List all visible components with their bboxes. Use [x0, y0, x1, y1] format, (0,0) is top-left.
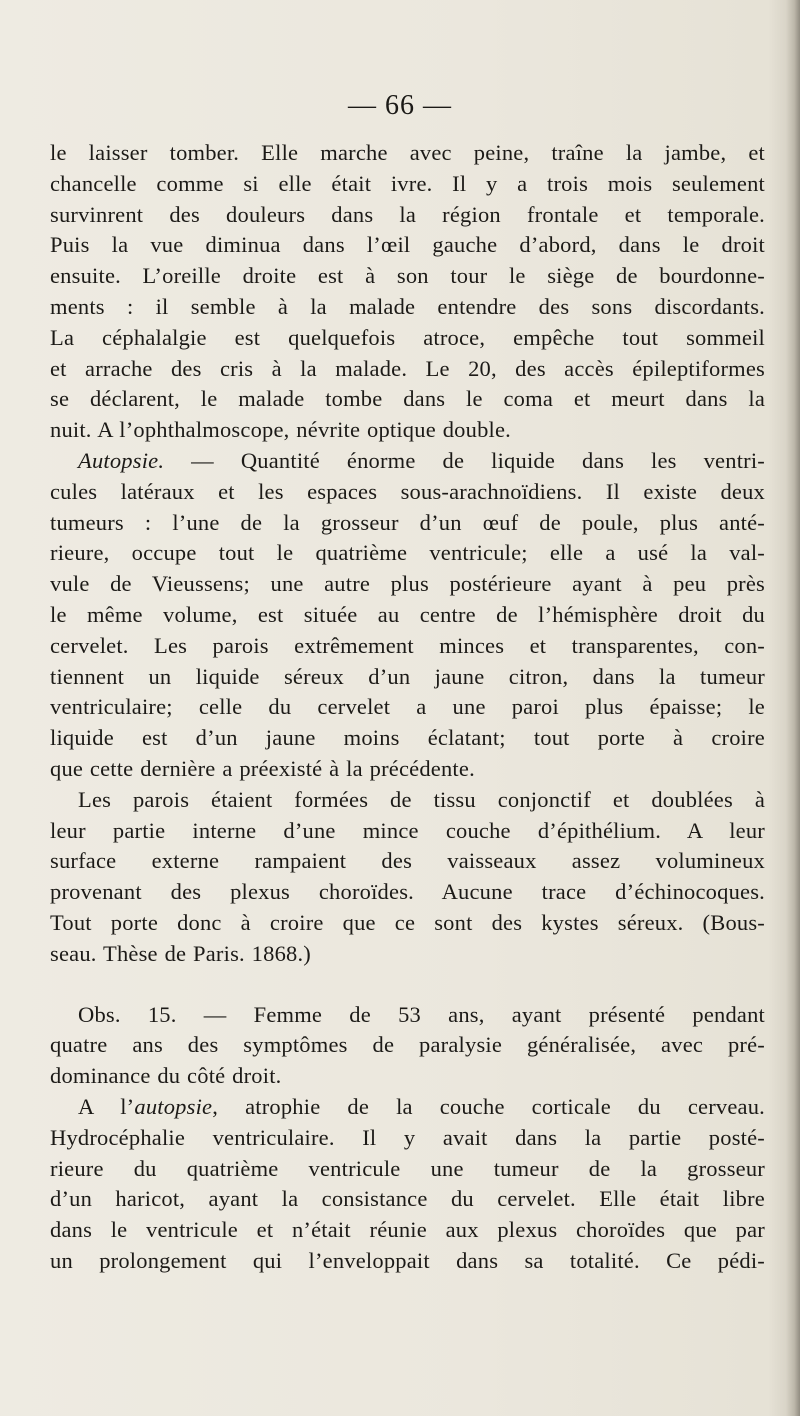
- text-line: Hydrocéphalie ventriculaire. Il y avait dans la partie posté-: [50, 1124, 765, 1150]
- text-line: que cette dernière a préexisté à la précédente.: [50, 755, 475, 781]
- observation-heading-line: Obs. 15. — Femme de 53 ans, ayant présenté pendant: [78, 1001, 765, 1027]
- text-line: vule de Vieussens; une autre plus postérieure ayant à peu près: [50, 571, 765, 597]
- autopsie-heading: Autopsie.: [78, 447, 165, 473]
- text-line: un prolongement qui l’enveloppait dans sa totalité. Ce pédi-: [50, 1247, 765, 1273]
- text-line: provenant des plexus choroïdes. Aucune trace d’échinocoques.: [50, 879, 765, 905]
- body-text: [50, 138, 765, 1277]
- page-number: — 66 —: [348, 90, 452, 121]
- text-line: rieure, occupe tout le quatrième ventricule; elle a usé la val-: [50, 540, 765, 566]
- text-line: dans le ventricule et n’était réunie aux plexus choroïdes que par: [50, 1217, 765, 1243]
- text-line: ventriculaire; celle du cervelet a une paroi plus épaisse; le: [50, 694, 765, 720]
- text-line-autopsie: [50, 446, 765, 477]
- text-line-autopsie-2: [50, 1092, 765, 1123]
- text-line: La céphalalgie est quelquefois atroce, empêche tout sommeil: [50, 324, 765, 350]
- text-line: ensuite. L’oreille droite est à son tour le siège de bourdonne-: [50, 263, 765, 289]
- text-line: dominance du côté droit.: [50, 1063, 282, 1089]
- autopsie-italic: autopsie: [134, 1093, 213, 1119]
- text-line: seau. Thèse de Paris. 1868.): [50, 940, 312, 966]
- text-line: le même volume, est située au centre de l’hémisphère droit du: [50, 601, 765, 627]
- text-line: cules latéraux et les espaces sous-arachnoïdiens. Il existe deux: [50, 478, 765, 504]
- text-line: Tout porte donc à croire que ce sont des kystes séreux. (Bous-: [50, 909, 765, 935]
- text-line: tumeurs : l’une de la grosseur d’un œuf de poule, plus anté-: [50, 509, 765, 535]
- text-line: tiennent un liquide séreux d’un jaune citron, dans la tumeur: [50, 663, 765, 689]
- text-line: liquide est d’un jaune moins éclatant; tout porte à croire: [50, 725, 765, 751]
- text-line: quatre ans des symptômes de paralysie généralisée, avec pré-: [50, 1032, 765, 1058]
- text-line: se déclarent, le malade tombe dans le coma et meurt dans la: [50, 386, 765, 412]
- text-line: survinrent des douleurs dans la région frontale et temporale.: [50, 201, 765, 227]
- autopsie-text-2: , atrophie de la couche corticale du cerveau.: [212, 1093, 765, 1119]
- text-line: Puis la vue diminua dans l’œil gauche d’abord, dans le droit: [50, 232, 765, 258]
- text-line: surface externe rampaient des vaisseaux assez volumineux: [50, 848, 765, 874]
- page-edge-shadow: [786, 0, 800, 1416]
- autopsie-text: — Quantité énorme de liquide dans les ventri-: [164, 447, 765, 473]
- text-line: d’un haricot, ayant la consistance du cervelet. Elle était libre: [50, 1186, 765, 1212]
- text-line: Les parois étaient formées de tissu conjonctif et doublées à: [78, 786, 765, 812]
- text-line: rieure du quatrième ventricule une tumeur de la grosseur: [50, 1155, 765, 1181]
- text-line: nuit. A l’ophthalmoscope, névrite optique double.: [50, 417, 511, 443]
- text-line: et arrache des cris à la malade. Le 20, des accès épileptiformes: [50, 355, 765, 381]
- autopsie-prefix: A l’: [78, 1093, 135, 1119]
- text-line: ments : il semble à la malade entendre des sons discordants.: [50, 293, 765, 319]
- text-line: le laisser tomber. Elle marche avec peine, traîne la jambe, et: [50, 140, 765, 165]
- text-line: chancelle comme si elle était ivre. Il y a trois mois seulement: [50, 170, 765, 196]
- text-line: cervelet. Les parois extrêmement minces et transparentes, con-: [50, 632, 765, 658]
- text-line: leur partie interne d’une mince couche d’épithélium. A leur: [50, 817, 765, 843]
- section-gap: [50, 970, 765, 1000]
